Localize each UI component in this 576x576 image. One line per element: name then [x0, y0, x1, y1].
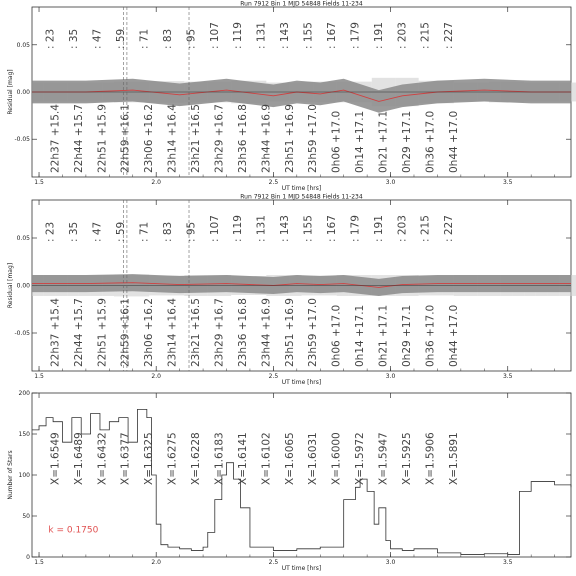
y-axis-label: Residual [mag]	[7, 69, 14, 115]
field-coord-label: 23h59 +17.0	[307, 298, 320, 367]
field-coord-label: 22h37 +15.4	[49, 298, 62, 367]
airmass-label: X=1.6183	[213, 432, 226, 485]
field-number-label: : 203	[396, 22, 409, 49]
airmass-label: X=1.5947	[377, 432, 390, 485]
field-coord-label: 0h14 +17.1	[354, 304, 367, 367]
y-tick-label: 150	[18, 431, 30, 438]
airmass-label: X=1.6065	[283, 432, 296, 485]
field-number-label: : 131	[255, 22, 268, 49]
field-number-label: : 143	[279, 215, 292, 242]
field-coord-label: 23h29 +16.7	[213, 298, 226, 367]
x-tick-label: 3.5	[502, 373, 513, 380]
field-coord-label: 0h06 +17.0	[330, 304, 343, 367]
field-coord-label: 23h51 +16.9	[283, 104, 296, 173]
x-tick-label: 3.5	[502, 559, 513, 566]
field-number-label: : 47	[91, 221, 104, 242]
x-tick-label: 1.5	[34, 373, 44, 380]
field-number-label: : 155	[302, 215, 315, 242]
x-axis-label: UT time [hrs]	[281, 565, 322, 572]
field-number-label: : 143	[279, 22, 292, 49]
field-number-label: : 215	[419, 215, 432, 242]
field-number-label: : 131	[255, 215, 268, 242]
field-coord-label: 23h06 +16.2	[143, 104, 156, 173]
x-tick-label: 3.0	[385, 373, 396, 380]
field-number-label: : 119	[232, 22, 245, 49]
x-tick-label: 3.0	[385, 559, 396, 566]
field-number-label: : 155	[302, 22, 315, 49]
field-coord-label: 23h44 +16.9	[260, 298, 273, 367]
field-number-label: : 191	[372, 215, 385, 242]
field-coord-label: 22h51 +15.9	[96, 104, 109, 173]
panel-3	[7, 390, 571, 572]
x-tick-label: 2.0	[151, 559, 161, 566]
field-number-label: : 95	[185, 221, 198, 242]
y-tick-label: 0.00	[16, 89, 30, 96]
y-axis-label: Number of Stars	[7, 450, 14, 500]
field-coord-label: 23h06 +16.2	[143, 298, 156, 367]
field-coord-label: 0h21 +17.1	[377, 304, 390, 367]
field-coord-label: 0h36 +17.0	[424, 304, 437, 367]
field-number-label: : 59	[115, 221, 128, 242]
field-coord-label: 23h14 +16.4	[166, 104, 179, 173]
airmass-label: X=1.6102	[260, 432, 273, 485]
plot-frame	[32, 393, 571, 557]
field-coord-label: 0h44 +17.0	[447, 110, 460, 173]
y-axis-label: Residual [mag]	[7, 262, 14, 309]
field-number-label: : 35	[68, 221, 81, 242]
x-axis-label: UT time [hrs]	[281, 185, 322, 192]
airmass-label: X=1.6275	[166, 432, 179, 485]
k-value-annotation: k = 0.1750	[48, 525, 99, 536]
star-count-histogram	[32, 409, 571, 554]
field-number-label: : 227	[443, 215, 456, 242]
field-coord-label: 0h06 +17.0	[330, 110, 343, 173]
airmass-label: X=1.6325	[143, 432, 156, 485]
x-axis-label: UT time [hrs]	[281, 379, 322, 386]
field-number-label: : 191	[372, 22, 385, 49]
field-number-label: : 119	[232, 215, 245, 242]
field-coord-label: 23h36 +16.8	[236, 298, 249, 367]
field-coord-label: 0h29 +17.1	[400, 110, 413, 173]
field-number-label: : 203	[396, 215, 409, 242]
field-number-label: : 179	[349, 22, 362, 49]
field-number-label: : 47	[91, 28, 104, 49]
field-coord-label: 0h29 +17.1	[400, 304, 413, 367]
x-tick-label: 2.5	[268, 179, 279, 186]
field-number-label: : 23	[44, 221, 57, 242]
airmass-label: X=1.6000	[330, 432, 343, 485]
x-tick-label: 2.5	[268, 559, 279, 566]
airmass-label: X=1.5906	[424, 432, 437, 485]
field-number-label: : 107	[208, 215, 221, 242]
field-number-label: : 83	[161, 221, 174, 242]
x-tick-label: 3.0	[385, 179, 396, 186]
field-coord-label: 23h44 +16.9	[260, 104, 273, 173]
field-number-label: : 71	[138, 28, 151, 49]
field-coord-label: 23h51 +16.9	[283, 298, 296, 367]
x-tick-label: 3.5	[502, 179, 513, 186]
airmass-label: X=1.6031	[307, 432, 320, 485]
airmass-label: X=1.6549	[49, 432, 62, 485]
field-number-label: : 83	[161, 28, 174, 49]
y-tick-label: 0.00	[16, 282, 30, 290]
x-tick-label: 2.0	[151, 373, 161, 380]
field-coord-label: 23h29 +16.7	[213, 104, 226, 173]
airmass-label: X=1.6228	[190, 432, 203, 485]
field-coord-label: 22h44 +15.7	[72, 298, 85, 367]
airmass-label: X=1.6141	[236, 432, 249, 485]
panel-2	[7, 194, 576, 387]
x-tick-label: 1.5	[34, 179, 44, 186]
y-tick-label: 0.05	[16, 235, 30, 242]
airmass-label: X=1.6432	[96, 432, 109, 485]
y-tick-label: -0.05	[14, 330, 30, 337]
residual-bin	[571, 275, 576, 296]
field-coord-label: 0h21 +17.1	[377, 110, 390, 173]
x-tick-label: 2.5	[268, 373, 279, 380]
field-coord-label: 22h44 +15.7	[72, 104, 85, 173]
field-number-label: : 227	[443, 22, 456, 49]
chart-title: Run 7912 Bin 1 MJD 54848 Fields 11-234	[240, 0, 363, 8]
chart-title: Run 7912 Bin 1 MJD 54848 Fields 11-234	[240, 193, 363, 201]
airmass-label: X=1.5891	[447, 432, 460, 485]
field-coord-label: 0h36 +17.0	[424, 110, 437, 173]
y-tick-label: 100	[18, 472, 30, 479]
field-number-label: : 179	[349, 215, 362, 242]
field-coord-label: 23h21 +16.5	[190, 104, 203, 173]
field-coord-label: 23h21 +16.5	[190, 298, 203, 367]
field-coord-label: 23h59 +17.0	[307, 104, 320, 173]
x-tick-label: 2.0	[151, 179, 161, 186]
airmass-label: X=1.6489	[72, 432, 85, 485]
field-coord-label: 23h14 +16.4	[166, 298, 179, 367]
field-coord-label: 22h59 +16.1	[119, 298, 132, 367]
field-coord-label: 22h51 +15.9	[96, 298, 109, 367]
field-coord-label: 22h37 +15.4	[49, 104, 62, 173]
field-number-label: : 107	[208, 22, 221, 49]
field-number-label: : 95	[185, 28, 198, 49]
field-number-label: : 35	[68, 28, 81, 49]
airmass-label: X=1.5972	[354, 432, 367, 485]
field-number-label: : 71	[138, 221, 151, 242]
y-tick-label: 50	[22, 513, 30, 520]
field-number-label: : 23	[44, 28, 57, 49]
field-number-label: : 59	[115, 28, 128, 49]
field-coord-label: 0h44 +17.0	[447, 304, 460, 367]
panel-1	[7, 1, 576, 193]
field-coord-label: 0h14 +17.1	[354, 110, 367, 173]
field-number-label: : 167	[325, 215, 338, 242]
field-coord-label: 23h36 +16.8	[236, 104, 249, 173]
field-coord-label: 22h59 +16.1	[119, 104, 132, 173]
x-tick-label: 1.5	[34, 559, 44, 566]
y-tick-label: 0.05	[16, 41, 30, 49]
y-tick-label: -0.05	[14, 136, 30, 144]
y-tick-label: 0	[26, 554, 30, 561]
residual-bin	[571, 83, 576, 102]
y-tick-label: 200	[18, 390, 30, 397]
field-number-label: : 167	[325, 22, 338, 49]
airmass-label: X=1.6377	[119, 432, 132, 485]
residual-band	[32, 79, 571, 113]
airmass-label: X=1.5925	[400, 432, 413, 485]
field-number-label: : 215	[419, 22, 432, 49]
